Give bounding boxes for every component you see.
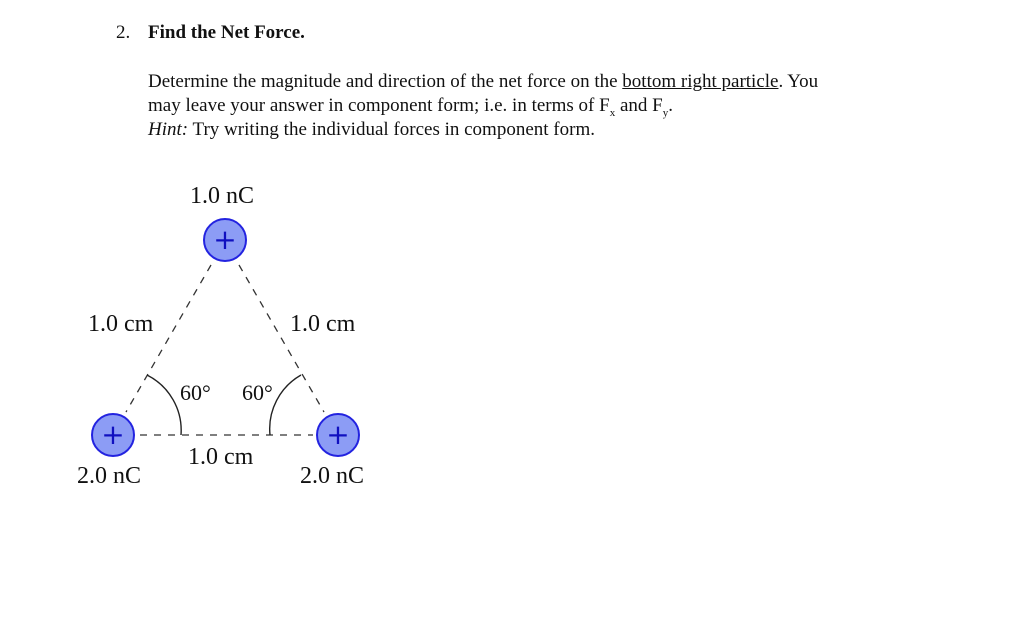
text: Determine the magnitude and direction of the net force on the [148, 71, 623, 92]
bottom-right-particle-link: bottom right particle [622, 71, 779, 92]
right-angle-arc [270, 375, 301, 435]
hint-text: Try writing the individual forces in component form. [188, 119, 595, 140]
question-title: Find the Net Force. [148, 22, 305, 43]
hint-label: Hint: [148, 119, 189, 140]
question-number: 2. [116, 22, 131, 43]
text: . [668, 95, 673, 116]
left-side-label: 1.0 cm [88, 311, 154, 337]
left-plus-icon: + [101, 418, 125, 451]
left-angle-arc [147, 375, 181, 435]
text: . You [778, 71, 819, 92]
subscript: x [609, 106, 616, 119]
right-side-label: 1.0 cm [290, 311, 356, 337]
left-charge-label: 2.0 nC [77, 463, 142, 489]
top-charge-label: 1.0 nC [190, 183, 255, 209]
top-plus-icon: + [213, 223, 237, 256]
left-angle-label: 60° [180, 380, 211, 405]
right-angle-label: 60° [242, 380, 273, 405]
subscript: y [662, 106, 669, 119]
bottom-side-label: 1.0 cm [188, 444, 254, 470]
right-charge-label: 2.0 nC [300, 463, 365, 489]
text: may leave your answer in component form; i.e. in terms of F [148, 95, 610, 116]
right-plus-icon: + [326, 418, 350, 451]
text: and F [615, 95, 663, 116]
